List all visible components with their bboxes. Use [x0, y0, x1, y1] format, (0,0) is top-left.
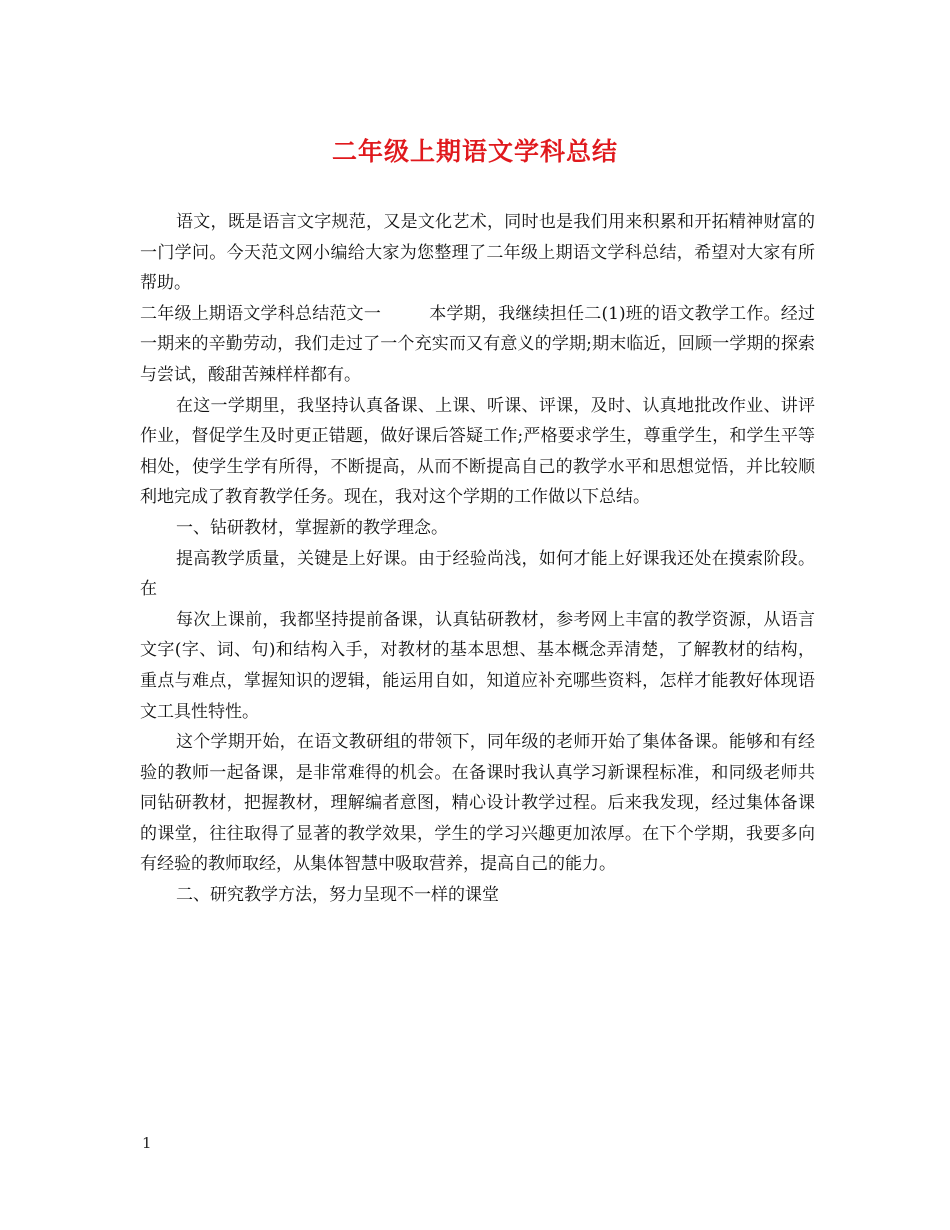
paragraph-collective-prep: 这个学期开始，在语文教研组的带领下，同年级的老师开始了集体备课。能够和有经验的教师一起备课，是非常难得的机会。在备课时我认真学习新课程标准，和同级老师共同钻研教材，把握教材，理解编者意图，精心设计教学过程。后来我发现，经过集体备课的课堂，往往取得了显著的教学效果，学生的学习兴趣更加浓厚。在下个学期，我要多向有经验的教师取经，从集体智慧中吸取营养，提高自己的能力。: [140, 732, 815, 875]
paragraph-intro: 语文，既是语言文字规范，又是文化艺术，同时也是我们用来积累和开拓精神财富的一门学问。今天范文网小编给大家为您整理了二年级上期语文学科总结，希望对大家有所帮助。: [140, 212, 815, 294]
page-number: 1: [142, 1134, 152, 1152]
sample-heading: 二年级上期语文学科总结范文一: [140, 303, 382, 324]
section-heading-two: 二、研究教学方法，努力呈现不一样的课堂: [176, 885, 499, 906]
paragraph-teaching-quality: 提高教学质量，关键是上好课。由于经验尚浅，如何才能上好课我还处在摸索阶段。在: [140, 548, 815, 600]
section-heading-one: 一、钻研教材，掌握新的教学理念。: [176, 517, 448, 538]
document-body: [140, 207, 815, 911]
sample-text: 本学期，我继续担任二(1)班的语文教学工作。经过一期来的辛勤劳动，我们走过了一个充实而又有意义的学期;期末临近，回顾一学期的探索与尝试，酸甜苦辣样样都有。: [140, 303, 815, 385]
document-title: 二年级上期语文学科总结: [331, 137, 618, 166]
paragraph-sample-one: [140, 299, 815, 391]
paragraph-work-summary: 在这一学期里，我坚持认真备课、上课、听课、评课，及时、认真地批改作业、讲评作业，督促学生及时更正错题，做好课后答疑工作;严格要求学生，尊重学生，和学生平等相处，使学生学有所得，不断提高，从而不断提高自己的教学水平和思想觉悟，并比较顺利地完成了教育教学任务。现在，我对这个学期的工作做以下总结。: [140, 395, 815, 508]
paragraph-lesson-prep: 每次上课前，我都坚持提前备课，认真钻研教材，参考网上丰富的教学资源，从语言文字(字、词、句)和结构入手，对教材的基本思想、基本概念弄清楚，了解教材的结构，重点与难点，掌握知识的逻辑，能运用自如，知道应补充哪些资料，怎样才能教好体现语文工具性特性。: [140, 609, 815, 722]
